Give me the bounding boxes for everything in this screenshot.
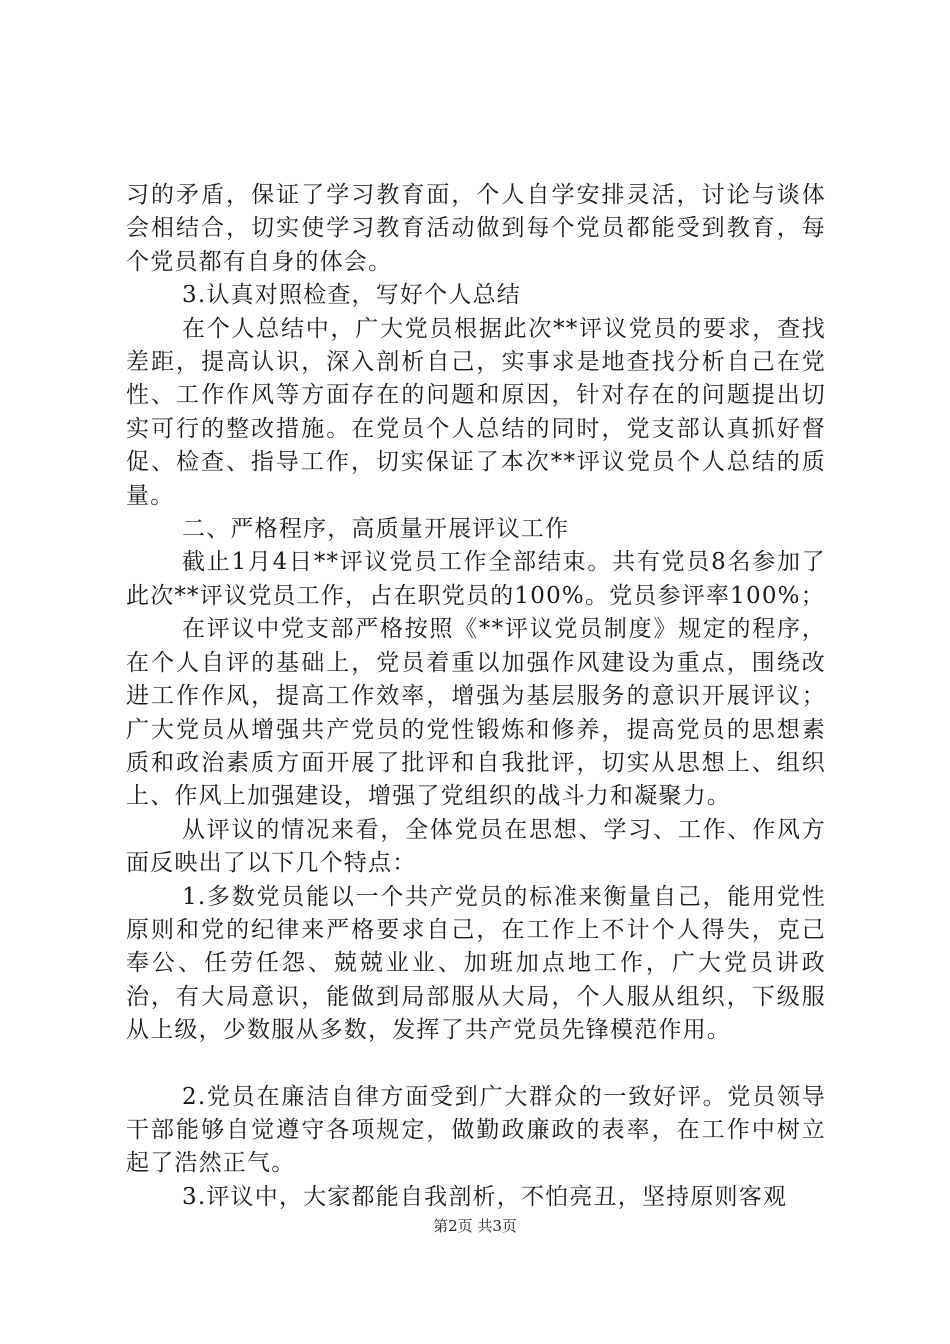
paragraph-participation: 截止1月4日**评议党员工作全部结束。共有党员8名参加了此次**评议党员工作，占在职党员的100%。党员参评率100%； — [126, 549, 826, 609]
paragraph-continuation: 习的矛盾，保证了学习教育面，个人自学安排灵活，讨论与谈体会相结合，切实使学习教育活动做到每个党员都能受到教育，每个党员都有自身的体会。 — [126, 182, 826, 275]
paragraph-evaluation-process: 在评议中党支部严格按照《**评议党员制度》规定的程序，在个人自评的基础上，党员着重以加强作风建设为重点，围绕改进工作作风，提高工作效率，增强为基层服务的意识开展评议；广大党员从增强共产党员的党性锻炼和修养，提高党员的思想素质和政治素质方面开展了批评和自我批评，切实从思想上、组织上、作风上加强建设，增强了党组织的战斗力和凝聚力。 — [126, 616, 826, 810]
page-footer: 第2页 共3页 — [433, 1217, 517, 1235]
document-body — [126, 179, 826, 1214]
list-item-3: 3.评议中，大家都能自我剖析，不怕亮丑，坚持原则客观 — [182, 1183, 788, 1210]
list-item-1: 1.多数党员能以一个共产党员的标准来衡量自己，能用党性原则和党的纪律来严格要求自己，在工作上不计个人得失，克己奉公、任劳任怨、兢兢业业、加班加点地工作，广大党员讲政治，有大局意识，能做到局部服从大局，个人服从组织，下级服从上级，少数服从多数，发挥了共产党员先锋模范作用。 — [126, 883, 826, 1044]
paragraph-self-summary: 在个人总结中，广大党员根据此次**评议党员的要求，查找差距，提高认识，深入剖析自己，实事求是地查找分析自己在党性、工作作风等方面存在的问题和原因，针对存在的问题提出切实可行的整改措施。在党员个人总结的同时，党支部认真抓好督促、检查、指导工作，切实保证了本次**评议党员个人总结的质量。 — [126, 315, 826, 509]
paragraph-characteristics-intro: 从评议的情况来看，全体党员在思想、学习、工作、作风方面反映出了以下几个特点： — [126, 816, 826, 877]
list-item-2: 2.党员在廉洁自律方面受到广大群众的一致好评。党员领导干部能够自觉遵守各项规定，做勤政廉政的表率，在工作中树立起了浩然正气。 — [126, 1083, 826, 1177]
section-heading-procedure: 二、严格程序，高质量开展评议工作 — [182, 516, 570, 543]
subheading-self-summary: 3.认真对照检查，写好个人总结 — [182, 282, 521, 309]
